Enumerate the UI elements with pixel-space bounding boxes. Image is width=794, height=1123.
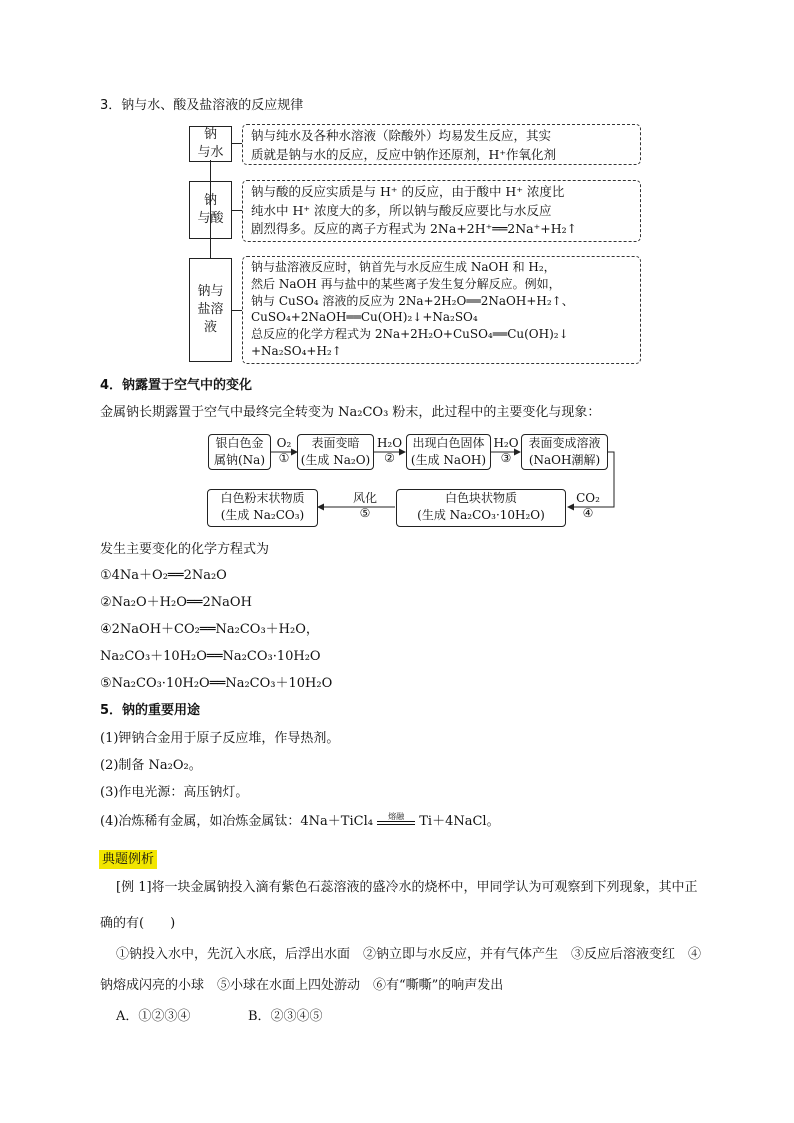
- arrow-label-1: O₂ ①: [276, 436, 292, 465]
- side-label-salt: 钠与 盐溶 液: [189, 258, 232, 362]
- section4-heading: 4．钠露置于空气中的变化: [100, 378, 253, 393]
- equation-5: ⑤Na₂CO₃·10H₂O══Na₂CO₃＋10H₂O: [100, 676, 333, 691]
- equation-4a: ④2NaOH＋CO₂══Na₂CO₃＋H₂O，: [100, 622, 319, 637]
- section3-heading: 3．钠与水、酸及盐溶液的反应规律: [100, 98, 304, 113]
- equation-2: ②Na₂O＋H₂O══2NaOH: [100, 595, 252, 610]
- use-item-2: (2)制备 Na₂O₂。: [100, 758, 202, 773]
- example-options-2: 钠熔成闪亮的小球 ⑤小球在水面上四处游动 ⑥有“嘶嘶”的响声发出: [100, 978, 504, 993]
- side-label-water: 钠 与水: [189, 126, 232, 162]
- use-item-1: (1)钾钠合金用于原子反应堆，作导热剂。: [100, 731, 340, 746]
- choice-b[interactable]: B．②③④⑤: [248, 1009, 323, 1024]
- flow-box-decahydrate: 白色块状物质 (生成 Na₂CO₃·10H₂O): [396, 489, 566, 527]
- equation-1: ①4Na＋O₂══2Na₂O: [100, 568, 227, 583]
- example-question-2: 确的有( ): [100, 916, 176, 931]
- equation-4b: Na₂CO₃＋10H₂O══Na₂CO₃·10H₂O: [100, 649, 321, 664]
- section4-intro: 金属钠长期露置于空气中最终完全转变为 Na₂CO₃ 粉末，此过程中的主要变化与现象：: [100, 405, 601, 420]
- example-options-1: ①钠投入水中，先沉入水底，后浮出水面 ②钠立即与水反应，并有气体产生 ③反应后溶液变红 ④: [116, 947, 702, 962]
- use-item-4: (4)冶炼稀有金属，如冶炼金属钛：4Na＋TiCl₄ 熔融 Ti＋4NaCl。: [100, 812, 500, 829]
- flow-box-na2co3: 白色粉末状物质 (生成 Na₂CO₃): [207, 489, 318, 527]
- flow-box-sodium: 银白色金 属钠(Na): [208, 434, 271, 470]
- flow-box-solution: 表面变成溶液 (NaOH潮解): [521, 434, 608, 470]
- desc-acid: 钠与酸的反应实质是与 H⁺ 的反应，由于酸中 H⁺ 浓度比 纯水中 H⁺ 浓度大的多，所以钠与酸反应要比与水反应 剧烈得多。反应的离子方程式为 2Na+2H⁺══2Na⁺+H₂↑: [242, 180, 641, 242]
- section5-heading: 5．钠的重要用途: [100, 703, 201, 718]
- desc-water: 钠与纯水及各种水溶液（除酸外）均易发生反应，其实 质就是钠与水的反应，反应中钠作还原剂，H⁺作氧化剂: [242, 124, 641, 165]
- equations-heading: 发生主要变化的化学方程式为: [100, 542, 270, 557]
- side-label-acid: 钠 与酸: [189, 181, 232, 239]
- desc-salt: 钠与盐溶液反应时，钠首先与水反应生成 NaOH 和 H₂， 然后 NaOH 再与盐中的某些离子发生复分解反应。例如， 钠与 CuSO₄ 溶液的反应为 2Na+2H₂O══2NaOH+H₂↑、 CuSO₄+2NaOH══Cu(OH)₂↓+Na₂SO₄ 总反应的化学方程式为 2Na+2H₂O+CuSO₄══Cu(OH)₂↓ +Na₂SO₄+H₂↑: [242, 256, 641, 364]
- use-item-3: (3)作电光源：高压钠灯。: [100, 785, 249, 800]
- arrow-label-4: CO₂ ④: [576, 491, 600, 520]
- example-question-1: [例 1]将一块金属钠投入滴有紫色石蕊溶液的盛冷水的烧杯中，甲同学认为可观察到下列现象，其中正: [116, 880, 698, 895]
- example-badge: 典题例析: [99, 850, 157, 869]
- arrow-label-5: 风化 ⑤: [352, 491, 377, 520]
- reaction-condition: 熔融: [388, 812, 405, 821]
- flow-box-na2o: 表面变暗 (生成 Na₂O): [297, 434, 374, 470]
- arrow-label-3: H₂O ③: [493, 436, 519, 465]
- arrow-label-2: H₂O ②: [376, 436, 403, 465]
- flow-box-naoh: 出现白色固体 (生成 NaOH): [406, 434, 491, 470]
- choice-a[interactable]: A．①②③④: [116, 1009, 191, 1024]
